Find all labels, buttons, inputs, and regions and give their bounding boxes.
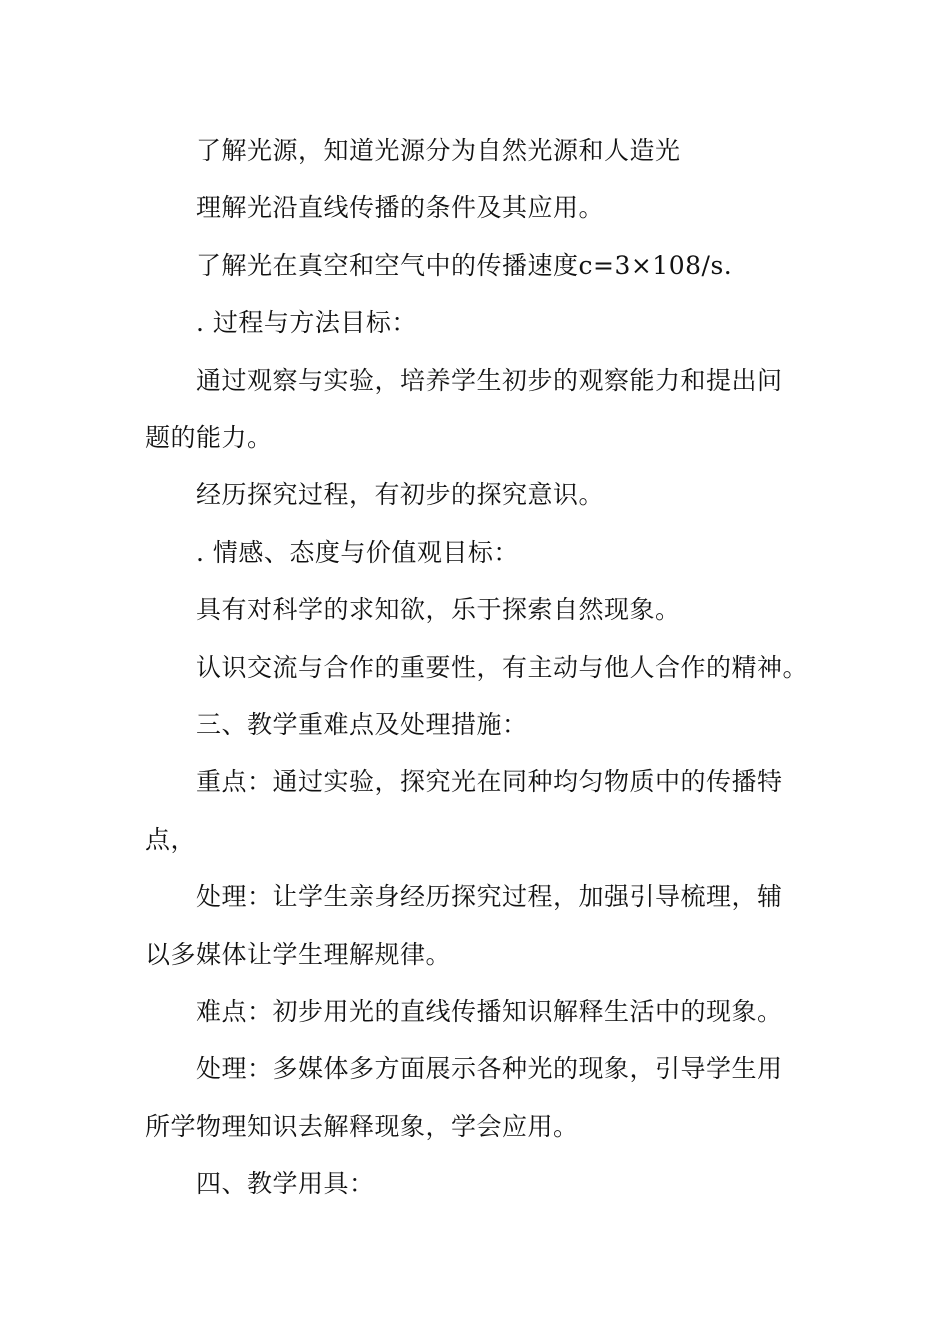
text-line: 题的能力。	[145, 423, 273, 452]
section-heading: 三、教学重难点及处理措施：	[196, 710, 528, 739]
text-line: 通过观察与实验，培养学生初步的观察能力和提出问	[196, 366, 783, 395]
text-line: 所学物理知识去解释现象，学会应用。	[145, 1112, 579, 1141]
text-line: 难点：初步用光的直线传播知识解释生活中的现象。	[196, 997, 783, 1026]
text-line: 处理：多媒体多方面展示各种光的现象，引导学生用	[196, 1054, 783, 1083]
text-line: 以多媒体让学生理解规律。	[145, 940, 452, 969]
section-heading: . 过程与方法目标：	[196, 308, 417, 337]
text-line: 了解光源，知道光源分为自然光源和人造光	[196, 136, 681, 165]
text-line: 经历探究过程，有初步的探究意识。	[196, 480, 605, 509]
text-line: 了解光在真空和空气中的传播速度c=3×108/s.	[196, 251, 733, 280]
text-line: 重点：通过实验，探究光在同种均匀物质中的传播特	[196, 767, 783, 796]
section-heading: . 情感、态度与价值观目标：	[196, 538, 519, 567]
section-heading: 四、教学用具：	[196, 1169, 375, 1198]
text-line: 认识交流与合作的重要性，有主动与他人合作的精神。	[196, 653, 809, 682]
text-line: 理解光沿直线传播的条件及其应用。	[196, 193, 605, 222]
text-line: 点，	[145, 825, 197, 854]
text-line: 处理：让学生亲身经历探究过程，加强引导梳理，辅	[196, 882, 783, 911]
text-line: 具有对科学的求知欲，乐于探索自然现象。	[196, 595, 681, 624]
